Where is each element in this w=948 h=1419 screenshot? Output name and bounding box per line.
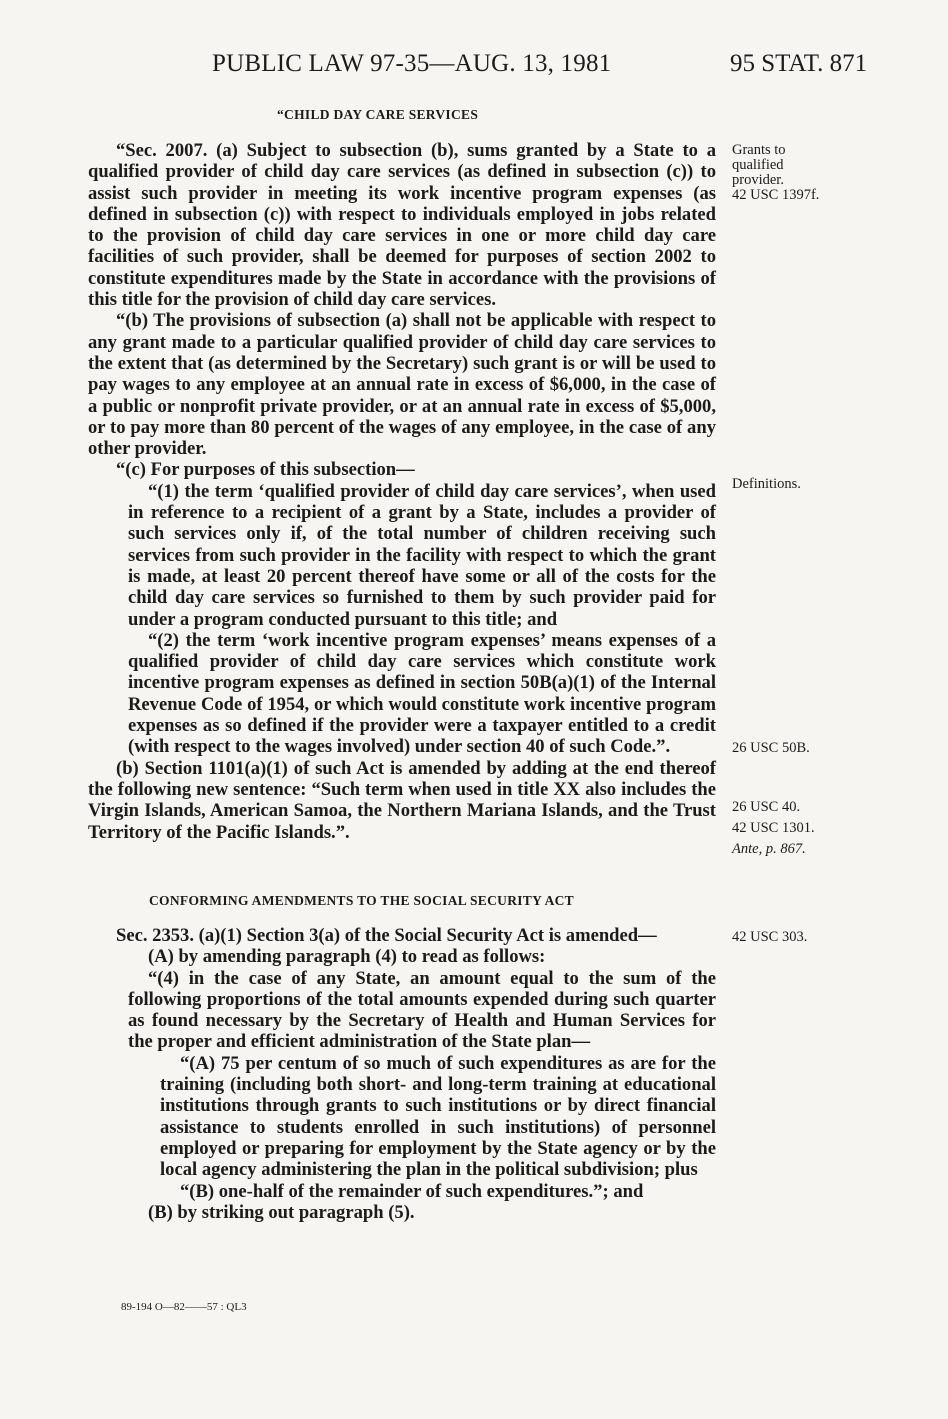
margin-note-26-usc-50b: 26 USC 50B.	[732, 740, 810, 756]
paragraph-definition-2: “(2) the term ‘work incentive program expenses’ means expenses of a qualified provider of child day care services which constitute work incentive program expenses as defined in section 50B(a)(1) of the Internal Revenue Code of 1954, or which would constitute work incentive program expenses as so defined if the provider were a taxpayer entitled to a credit (with respect to the wages involved) under section 40 of such Code.”.	[128, 629, 716, 758]
margin-note-26-usc-40: 26 USC 40.	[732, 799, 801, 815]
margin-note-42-usc-1397f: 42 USC 1397f.	[732, 187, 820, 203]
margin-note-42-usc-303: 42 USC 303.	[732, 929, 808, 945]
body-block-sec-2353	[88, 925, 716, 1223]
paragraph-sec-1101-amendment: (b) Section 1101(a)(1) of such Act is amended by adding at the end thereof the following new sentence: “Such term when used in title XX also includes the Virgin Islands, American Samoa, the Northern Mariana Islands, and the Trust Territory of the Pacific Islands.”.	[88, 757, 716, 843]
section-heading: “CHILD DAY CARE SERVICES	[277, 107, 479, 122]
paragraph-amend-a: (A) by amending paragraph (4) to read as follows:	[148, 946, 546, 968]
margin-note-grants-2: qualified	[732, 157, 784, 173]
margin-note-grants-3: provider.	[732, 172, 784, 188]
paragraph-quoted-b: “(B) one-half of the remainder of such expenditures.”; and	[180, 1180, 644, 1202]
paragraph-sec-2353: Sec. 2353. (a)(1) Section 3(a) of the Social Security Act is amended—	[116, 925, 657, 946]
running-header-page: 95 STAT. 871	[730, 50, 868, 77]
paragraph-strike-5: (B) by striking out paragraph (5).	[148, 1201, 415, 1223]
margin-note-definitions: Definitions.	[732, 476, 801, 492]
printing-code-footer: 89-194 O—82——57 : QL3	[121, 1301, 247, 1313]
paragraph-quoted-4: “(4) in the case of any State, an amount equal to the sum of the following proportions of the total amounts expended during such quarter as found necessary by the Secretary of Health and Human Services for the proper and efficient administration of the State plan—	[128, 967, 716, 1053]
paragraph-sec-2007-b: “(b) The provisions of subsection (a) shall not be applicable with respect to any grant made to a particular qualified provider of child day care services to the extent that (as determined by the Secretary) such grant is or will be used to pay wages to any employee at an annual rate in excess of $6,000, in the case of a public or nonprofit private provider, or at an annual rate in excess of $5,000, or to pay more than 80 percent of the wages of any employee, in the case of any other provider.	[88, 310, 716, 460]
body-block-sec-2007	[88, 140, 716, 843]
paragraph-quoted-a: “(A) 75 per centum of so much of such expenditures as are for the training (including both short- and long-term training at educational institutions through grants to such institutions or by direct financial assistance to students enrolled in such institutions) of personnel employed or preparing for employment by the State agency or by the local agency administering the plan in the political subdivision; plus	[160, 1052, 716, 1181]
margin-note-42-usc-1301: 42 USC 1301.	[732, 820, 815, 836]
running-header-title: PUBLIC LAW 97-35—AUG. 13, 1981	[212, 50, 612, 77]
paragraph-sec-2007-c: “(c) For purposes of this subsection—	[116, 459, 415, 481]
margin-note-grants: Grants to	[732, 142, 786, 158]
conforming-amendments-heading: CONFORMING AMENDMENTS TO THE SOCIAL SECURITY ACT	[149, 893, 574, 908]
paragraph-definition-1: “(1) the term ‘qualified provider of child day care services’, when used in reference to a recipient of a grant by a State, includes a provider of such services only if, of the total number of children receiving such services from such provider in the facility with respect to which the grant is made, at least 20 percent thereof have some or all of the costs for the child day care services so furnished to them by such provider paid for under a program conducted pursuant to this title; and	[128, 480, 716, 630]
margin-note-ante: Ante, p. 867.	[732, 841, 806, 857]
paragraph-sec-2007-a: “Sec. 2007. (a) Subject to subsection (b), sums granted by a State to a qualified provider of child day care services (as defined in subsection (c)) to assist such provider in meeting its work incentive program expenses (as defined in subsection (c)) with respect to individuals employed in jobs related to the provision of child day care services in one or more child day care facilities of such provider, shall be deemed for purposes of section 2002 to constitute expenditures made by the State in accordance with the provisions of this title for the provision of child day care services.	[88, 140, 716, 311]
